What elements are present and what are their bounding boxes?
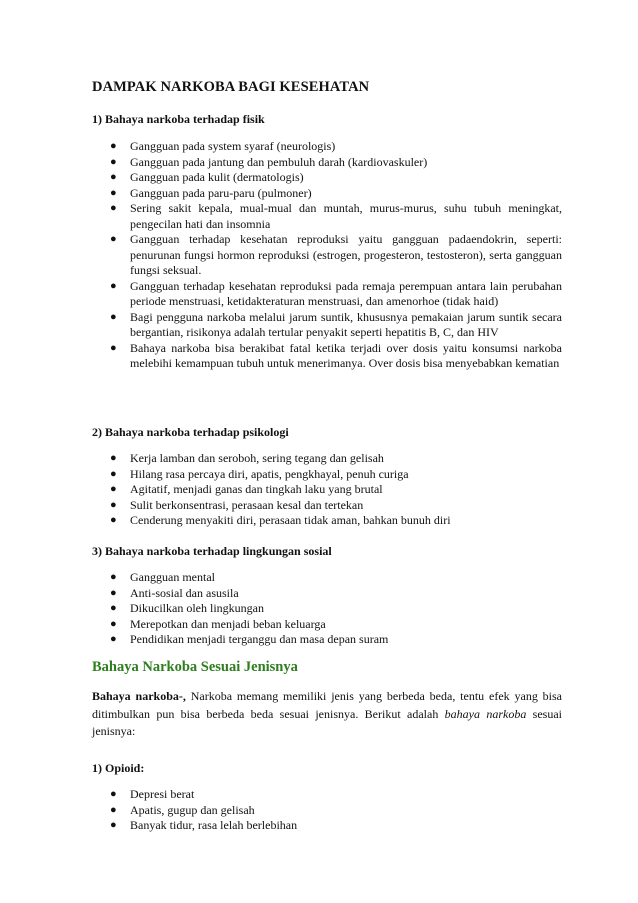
bullet-icon: ● xyxy=(110,310,117,323)
bullet-icon: ● xyxy=(110,633,117,645)
list-item: ● Sering sakit kepala, mual-mual dan muntah, murus-murus, suhu tubuh meningkat, pengecilan hati dan insomnia xyxy=(110,201,562,231)
bullet-icon: ● xyxy=(110,819,117,831)
list-item: ● Gangguan pada system syaraf (neurologis) xyxy=(110,139,336,153)
bullet-icon: ● xyxy=(110,140,117,152)
bullet-icon: ● xyxy=(110,171,117,183)
bullet-icon: ● xyxy=(110,602,117,614)
bullet-icon: ● xyxy=(110,571,117,583)
paragraph-lead: Bahaya narkoba-, xyxy=(92,689,186,703)
list-item: ● Sulit berkonsentrasi, perasaan kesal dan tertekan xyxy=(110,497,364,512)
section-heading-psychological: 2) Bahaya narkoba terhadap psikologi xyxy=(92,425,289,439)
section-heading-social: 3) Bahaya narkoba terhadap lingkungan sosial xyxy=(92,544,332,558)
list-item: ● Cenderung menyakiti diri, perasaan tidak aman, bahkan bunuh diri xyxy=(110,513,451,527)
list-item: ● Kerja lamban dan seroboh, sering tegang dan gelisah xyxy=(110,451,384,465)
bullet-icon: ● xyxy=(110,467,117,480)
list-item: ● Depresi berat xyxy=(110,787,195,801)
list-item: ● Gangguan pada kulit (dermatologis) xyxy=(110,170,304,184)
section-heading-opioid: 1) Opioid: xyxy=(92,761,145,775)
section-heading-physical: 1) Bahaya narkoba terhadap fisik xyxy=(92,112,265,126)
list-item: ● Agitatif, menjadi ganas dan tingkah laku yang brutal xyxy=(110,482,383,496)
list-item: ● Gangguan pada paru-paru (pulmoner) xyxy=(110,185,312,200)
list-item: ● Gangguan terhadap kesehatan reproduksi pada remaja perempuan antara lain perubahan periode menstruasi, ketidakteraturan menstruasi, dan amenorhoe (tidak haid) xyxy=(110,278,562,308)
list-item: ● Gangguan terhadap kesehatan reproduksi yaitu gangguan padaendokrin, seperti: penurunan fungsi hormon reproduksi (estrogen, progesteron, testosteron), serta gangguan fungsi seksual. xyxy=(110,232,562,277)
paragraph-text: Narkoba memang memiliki jenis yang berbeda beda, tentu efek yang bisa ditimbulkan pun bisa berbeda beda sesuai jenisnya. Berikut adalah xyxy=(92,689,562,721)
list-item: ● Dikucilkan oleh lingkungan xyxy=(110,601,264,615)
list-item: ● Banyak tidur, rasa lelah berlebihan xyxy=(110,818,298,832)
intro-paragraph xyxy=(92,688,562,741)
list-item: ● Apatis, gugup dan gelisah xyxy=(110,802,255,817)
bullet-icon: ● xyxy=(110,788,117,800)
bullet-icon: ● xyxy=(110,341,117,354)
list-opioid-effects xyxy=(92,787,562,834)
list-psychological-effects xyxy=(92,451,562,529)
bullet-icon: ● xyxy=(110,483,117,495)
bullet-icon: ● xyxy=(110,586,117,599)
paragraph-text: sesuai jenisnya: xyxy=(92,706,563,738)
list-item: ● Anti-sosial dan asusila xyxy=(110,585,239,600)
list-item: ● Bagi pengguna narkoba melalui jarum suntik, khususnya pemakaian jarum suntik secara bergantian, risikonya adalah tertular penyakit seperti hepatitis B, C, dan HIV xyxy=(110,309,562,339)
bullet-icon: ● xyxy=(110,514,117,526)
bullet-icon: ● xyxy=(110,186,117,199)
subheading-drug-types: Bahaya Narkoba Sesuai Jenisnya xyxy=(92,659,298,675)
list-item: ● Merepotkan dan menjadi beban keluarga xyxy=(110,616,326,631)
list-item: ● Gangguan pada jantung dan pembuluh darah (kardiovaskuler) xyxy=(110,154,428,169)
list-item: ● Hilang rasa percaya diri, apatis, pengkhayal, penuh curiga xyxy=(110,466,409,481)
list-item: ● Gangguan mental xyxy=(110,570,215,584)
bullet-icon: ● xyxy=(110,617,117,630)
list-social-effects xyxy=(92,570,562,648)
document-title: DAMPAK NARKOBA BAGI KESEHATAN xyxy=(92,79,370,95)
bullet-icon: ● xyxy=(110,279,117,292)
bullet-icon: ● xyxy=(110,803,117,816)
list-item: ● Pendidikan menjadi terganggu dan masa depan suram xyxy=(110,632,389,646)
bullet-icon: ● xyxy=(110,155,117,168)
list-physical-effects xyxy=(92,139,562,372)
paragraph-emphasis: bahaya narkoba xyxy=(444,706,527,721)
bullet-icon: ● xyxy=(110,452,117,464)
bullet-icon: ● xyxy=(110,233,117,245)
bullet-icon: ● xyxy=(110,498,117,511)
list-item: ● Bahaya narkoba bisa berakibat fatal ketika terjadi over dosis yaitu konsumsi narkoba melebihi kemampuan tubuh untuk menerimanya. Over dosis bisa menyebabkan kematian xyxy=(110,340,562,370)
bullet-icon: ● xyxy=(110,202,117,214)
